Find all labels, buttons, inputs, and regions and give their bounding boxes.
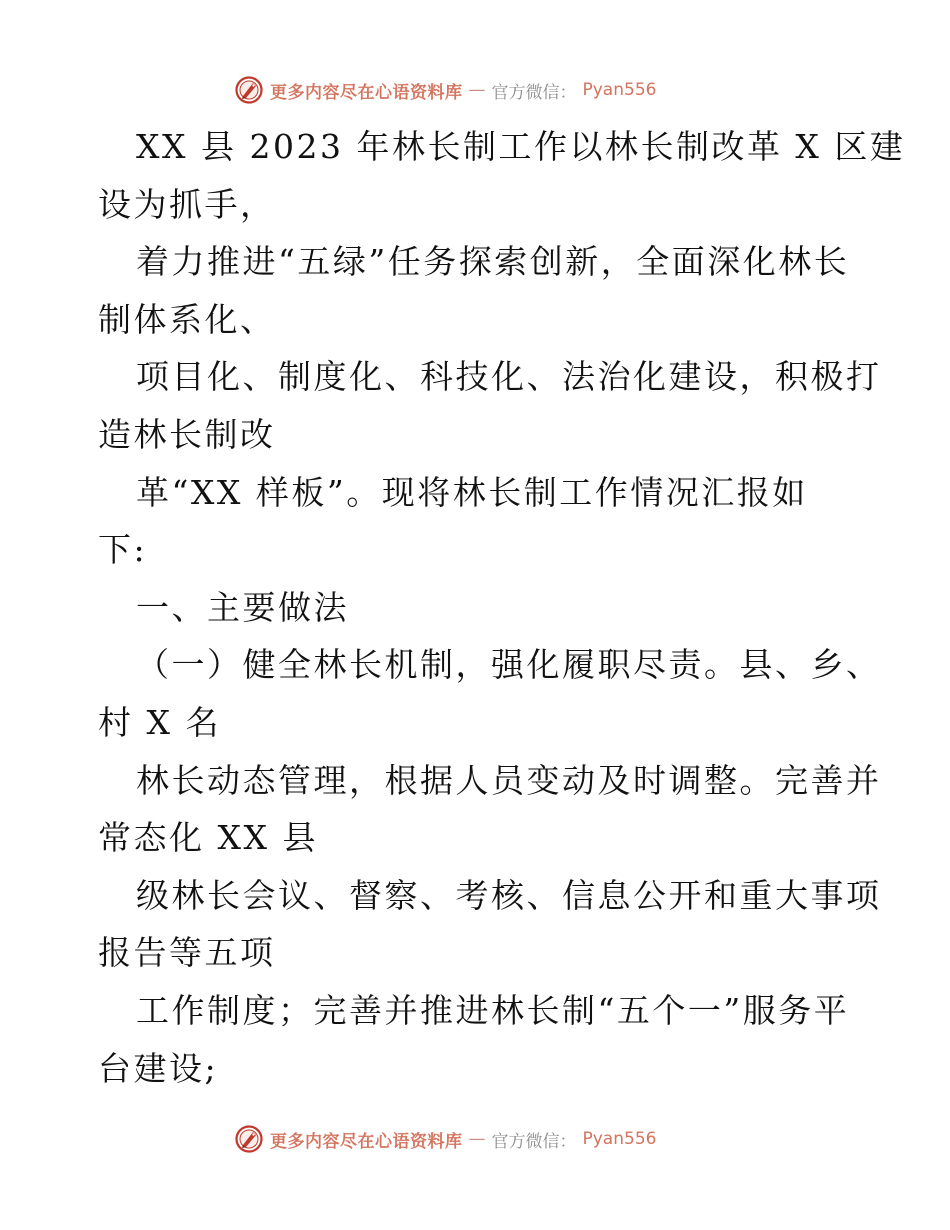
document-line: 林长动态管理，根据人员变动及时调整。完善并 — [136, 760, 882, 800]
watermark-main-text: 更多内容尽在心语资料库 — [270, 82, 463, 103]
watermark-main-text: 更多内容尽在心语资料库 — [270, 1131, 463, 1152]
pen-nib-seal-icon — [234, 75, 264, 105]
document-line: 村 X 名 — [98, 702, 221, 742]
watermark-dash: — — [468, 80, 486, 100]
document-line: 项目化、制度化、科技化、法治化建设，积极打 — [136, 357, 882, 397]
section-heading: 一、主要做法 — [136, 587, 349, 627]
watermark-footer — [234, 1121, 656, 1157]
document-body — [98, 118, 906, 1097]
document-line: 下: — [98, 530, 148, 570]
watermark-wechat-id: Pyan556 — [582, 1129, 657, 1149]
watermark-dash: — — [468, 1129, 486, 1149]
watermark-header — [234, 72, 656, 108]
document-line: 报告等五项 — [98, 933, 276, 973]
document-line: （一）健全林长机制，强化履职尽责。县、乡、 — [136, 645, 882, 685]
document-line: 设为抓手， — [98, 184, 276, 224]
document-line: XX 县 2023 年林长制工作以林长制改革 X 区建 — [136, 127, 906, 166]
document-line: 台建设; — [98, 1048, 219, 1088]
watermark-wechat-label: 官方微信： — [491, 82, 577, 103]
document-line: 常态化 XX 县 — [98, 818, 318, 858]
document-line: 造林长制改 — [98, 414, 276, 454]
document-line: 制体系化、 — [98, 299, 276, 339]
document-line: 级林长会议、督察、考核、信息公开和重大事项 — [136, 875, 882, 915]
pen-nib-seal-icon — [234, 1124, 264, 1154]
watermark-wechat-id: Pyan556 — [582, 80, 657, 100]
document-line: 着力推进“五绿”任务探索创新，全面深化林长 — [136, 242, 850, 282]
watermark-wechat-label: 官方微信： — [491, 1131, 577, 1152]
document-line: 革“XX 样板”。现将林长制工作情况汇报如 — [136, 472, 808, 512]
document-line: 工作制度；完善并推进林长制“五个一”服务平 — [136, 990, 850, 1030]
